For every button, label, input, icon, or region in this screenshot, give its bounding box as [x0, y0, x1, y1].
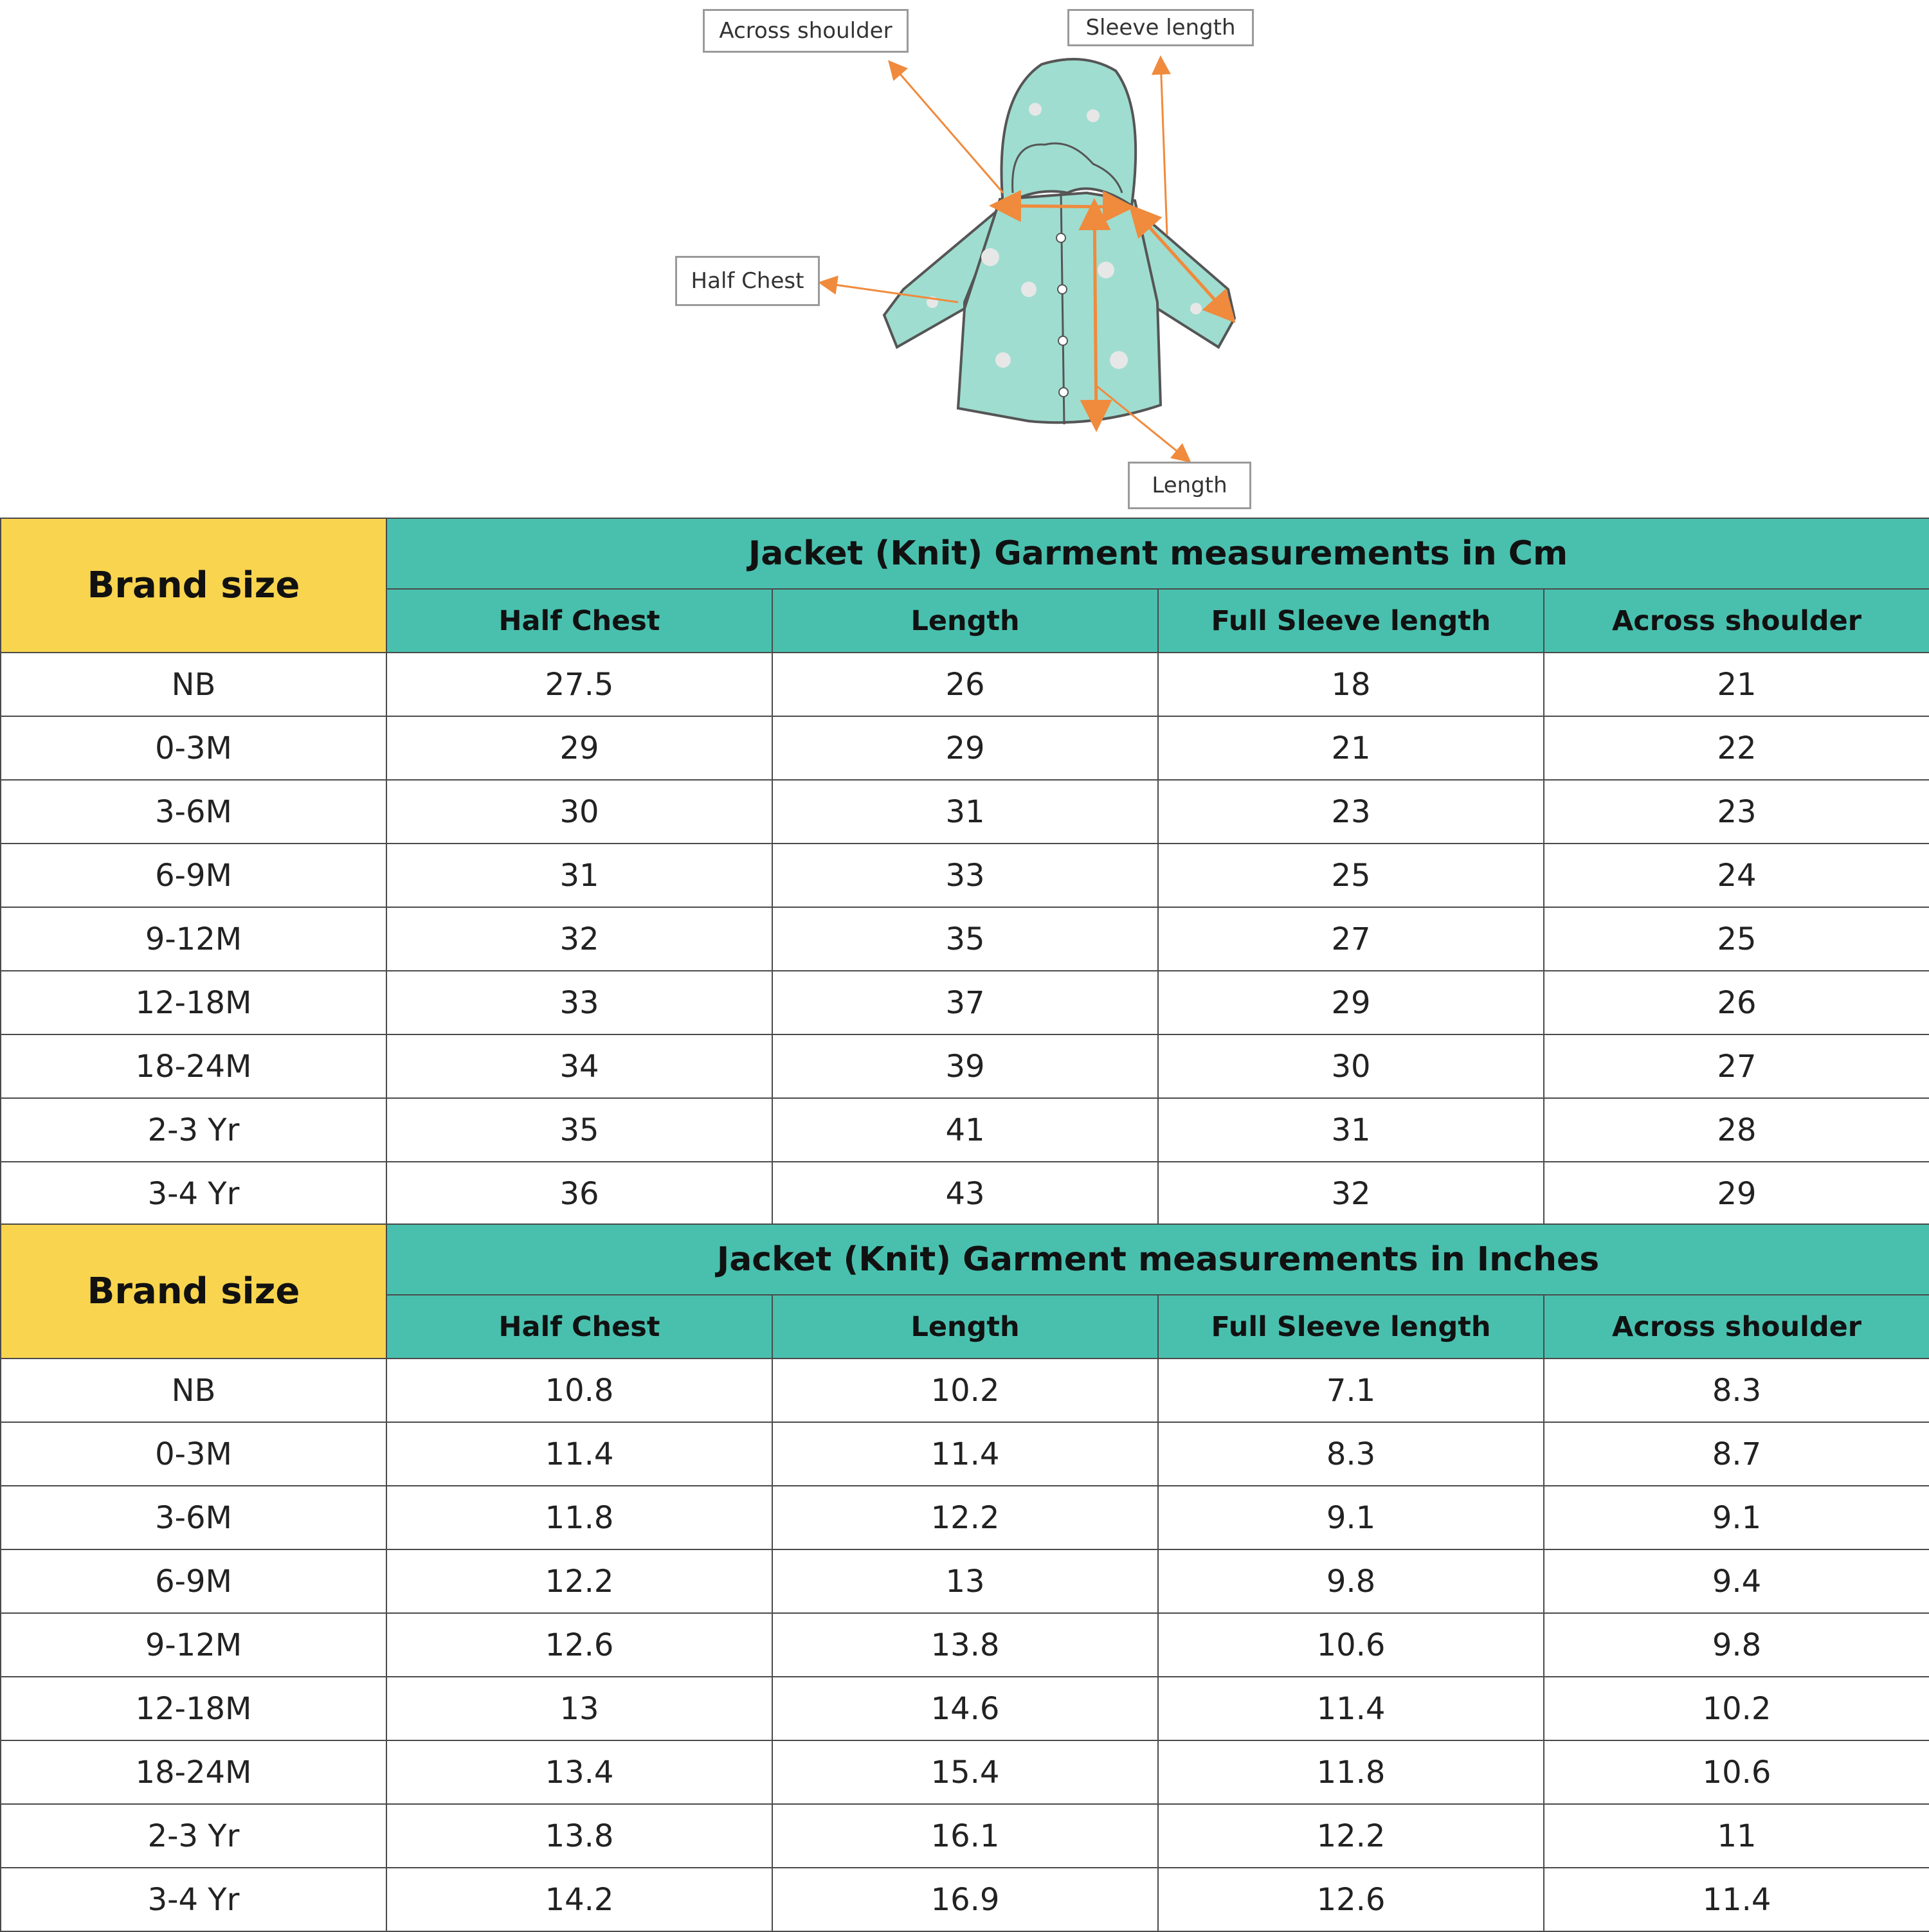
measurement-cell: 12.2: [1158, 1804, 1544, 1868]
measurement-cell: 9.8: [1544, 1613, 1929, 1677]
measurement-cell: 9.1: [1544, 1486, 1929, 1549]
measurement-cell: 11.4: [1544, 1868, 1929, 1931]
measurement-cell: 11.8: [386, 1486, 772, 1549]
table-row: [1, 1804, 1929, 1868]
measurement-cell: 34: [386, 1034, 772, 1098]
column-header: Across shoulder: [1544, 1295, 1929, 1359]
measurement-cell: 21: [1544, 653, 1929, 716]
label-sleeve-length: Sleeve length: [1067, 9, 1254, 46]
table-row: [1, 1613, 1929, 1677]
size-cell: 0-3M: [1, 716, 386, 780]
column-header: Length: [772, 589, 1158, 653]
table-row: [1, 1162, 1929, 1225]
measurement-cell: 7.1: [1158, 1359, 1544, 1422]
size-cell: NB: [1, 1359, 386, 1422]
column-header: Full Sleeve length: [1158, 589, 1544, 653]
brand-size-header: Brand size: [1, 1224, 386, 1359]
measurement-cell: 8.3: [1158, 1422, 1544, 1486]
measurement-cell: 27.5: [386, 653, 772, 716]
measurement-cell: 25: [1158, 844, 1544, 907]
measurement-cell: 9.4: [1544, 1549, 1929, 1613]
measurement-cell: 30: [1158, 1034, 1544, 1098]
column-header: Across shoulder: [1544, 589, 1929, 653]
brand-size-header: Brand size: [1, 518, 386, 653]
table-row: [1, 844, 1929, 907]
measurement-cell: 14.2: [386, 1868, 772, 1931]
table-row: [1, 1486, 1929, 1549]
label-half-chest: Half Chest: [675, 256, 820, 306]
table-row: [1, 1034, 1929, 1098]
measurement-cell: 10.6: [1544, 1740, 1929, 1804]
measurement-cell: 27: [1158, 907, 1544, 971]
size-cell: 18-24M: [1, 1740, 386, 1804]
size-table-inches: [0, 1223, 1929, 1932]
measurement-cell: 33: [772, 844, 1158, 907]
measurement-cell: 23: [1544, 780, 1929, 844]
measurement-cell: 15.4: [772, 1740, 1158, 1804]
measurement-cell: 28: [1544, 1098, 1929, 1162]
measurement-cell: 12.2: [386, 1549, 772, 1613]
column-header: Length: [772, 1295, 1158, 1359]
table-row: [1, 1098, 1929, 1162]
measurement-cell: 32: [386, 907, 772, 971]
measurement-cell: 31: [386, 844, 772, 907]
table-row: [1, 971, 1929, 1034]
measurement-cell: 13.4: [386, 1740, 772, 1804]
measurement-cell: 37: [772, 971, 1158, 1034]
column-header: Half Chest: [386, 1295, 772, 1359]
size-cell: 0-3M: [1, 1422, 386, 1486]
measurement-cell: 29: [1544, 1162, 1929, 1225]
column-header: Full Sleeve length: [1158, 1295, 1544, 1359]
size-cell: 12-18M: [1, 971, 386, 1034]
measurement-cell: 13.8: [386, 1804, 772, 1868]
table-row: [1, 1549, 1929, 1613]
label-across-shoulder: Across shoulder: [703, 9, 909, 53]
size-cell: 9-12M: [1, 907, 386, 971]
size-cell: 3-4 Yr: [1, 1162, 386, 1225]
measurement-cell: 36: [386, 1162, 772, 1225]
measurement-cell: 31: [1158, 1098, 1544, 1162]
table-row: [1, 1740, 1929, 1804]
measurement-cell: 13.8: [772, 1613, 1158, 1677]
measurement-cell: 11: [1544, 1804, 1929, 1868]
measurement-cell: 43: [772, 1162, 1158, 1225]
measurement-cell: 9.8: [1158, 1549, 1544, 1613]
measurement-cell: 13: [772, 1549, 1158, 1613]
size-cell: 3-4 Yr: [1, 1868, 386, 1931]
table-row: [1, 1359, 1929, 1422]
measurement-cell: 31: [772, 780, 1158, 844]
column-header: Half Chest: [386, 589, 772, 653]
size-cell: 2-3 Yr: [1, 1804, 386, 1868]
measurement-cell: 12.6: [386, 1613, 772, 1677]
measurement-cell: 12.2: [772, 1486, 1158, 1549]
measurement-cell: 10.8: [386, 1359, 772, 1422]
measurement-cell: 14.6: [772, 1677, 1158, 1740]
jacket-illustration: [0, 0, 1929, 518]
measurement-cell: 30: [386, 780, 772, 844]
measurement-cell: 26: [1544, 971, 1929, 1034]
table-row: [1, 780, 1929, 844]
measurement-cell: 10.2: [1544, 1677, 1929, 1740]
measurement-cell: 35: [772, 907, 1158, 971]
measurement-cell: 10.2: [772, 1359, 1158, 1422]
table-title: Jacket (Knit) Garment measurements in Inches: [386, 1224, 1929, 1295]
size-cell: 3-6M: [1, 780, 386, 844]
measurement-cell: 8.7: [1544, 1422, 1929, 1486]
size-cell: 3-6M: [1, 1486, 386, 1549]
measurement-diagram: [0, 0, 1929, 518]
table-row: [1, 653, 1929, 716]
measurement-cell: 16.9: [772, 1868, 1158, 1931]
size-cell: 6-9M: [1, 1549, 386, 1613]
table-row: [1, 1677, 1929, 1740]
measurement-cell: 11.4: [386, 1422, 772, 1486]
size-cell: 18-24M: [1, 1034, 386, 1098]
measurement-cell: 8.3: [1544, 1359, 1929, 1422]
table-row: [1, 907, 1929, 971]
size-cell: 9-12M: [1, 1613, 386, 1677]
measurement-cell: 10.6: [1158, 1613, 1544, 1677]
size-cell: NB: [1, 653, 386, 716]
measurement-cell: 11.8: [1158, 1740, 1544, 1804]
measurement-cell: 18: [1158, 653, 1544, 716]
measurement-cell: 26: [772, 653, 1158, 716]
measurement-cell: 16.1: [772, 1804, 1158, 1868]
table-row: [1, 1868, 1929, 1931]
measurement-cell: 11.4: [772, 1422, 1158, 1486]
measurement-cell: 41: [772, 1098, 1158, 1162]
label-length: Length: [1128, 462, 1251, 509]
measurement-cell: 9.1: [1158, 1486, 1544, 1549]
measurement-cell: 35: [386, 1098, 772, 1162]
table-title: Jacket (Knit) Garment measurements in Cm: [386, 518, 1929, 589]
measurement-cell: 29: [1158, 971, 1544, 1034]
measurement-cell: 27: [1544, 1034, 1929, 1098]
measurement-cell: 33: [386, 971, 772, 1034]
measurement-cell: 39: [772, 1034, 1158, 1098]
measurement-cell: 32: [1158, 1162, 1544, 1225]
size-table-cm: [0, 518, 1929, 1226]
table-row: [1, 1422, 1929, 1486]
measurement-cell: 22: [1544, 716, 1929, 780]
measurement-cell: 11.4: [1158, 1677, 1544, 1740]
table-row: [1, 716, 1929, 780]
measurement-cell: 29: [386, 716, 772, 780]
measurement-cell: 25: [1544, 907, 1929, 971]
measurement-cell: 21: [1158, 716, 1544, 780]
measurement-cell: 29: [772, 716, 1158, 780]
size-cell: 2-3 Yr: [1, 1098, 386, 1162]
measurement-cell: 13: [386, 1677, 772, 1740]
measurement-cell: 12.6: [1158, 1868, 1544, 1931]
size-cell: 6-9M: [1, 844, 386, 907]
measurement-cell: 24: [1544, 844, 1929, 907]
size-cell: 12-18M: [1, 1677, 386, 1740]
measurement-cell: 23: [1158, 780, 1544, 844]
